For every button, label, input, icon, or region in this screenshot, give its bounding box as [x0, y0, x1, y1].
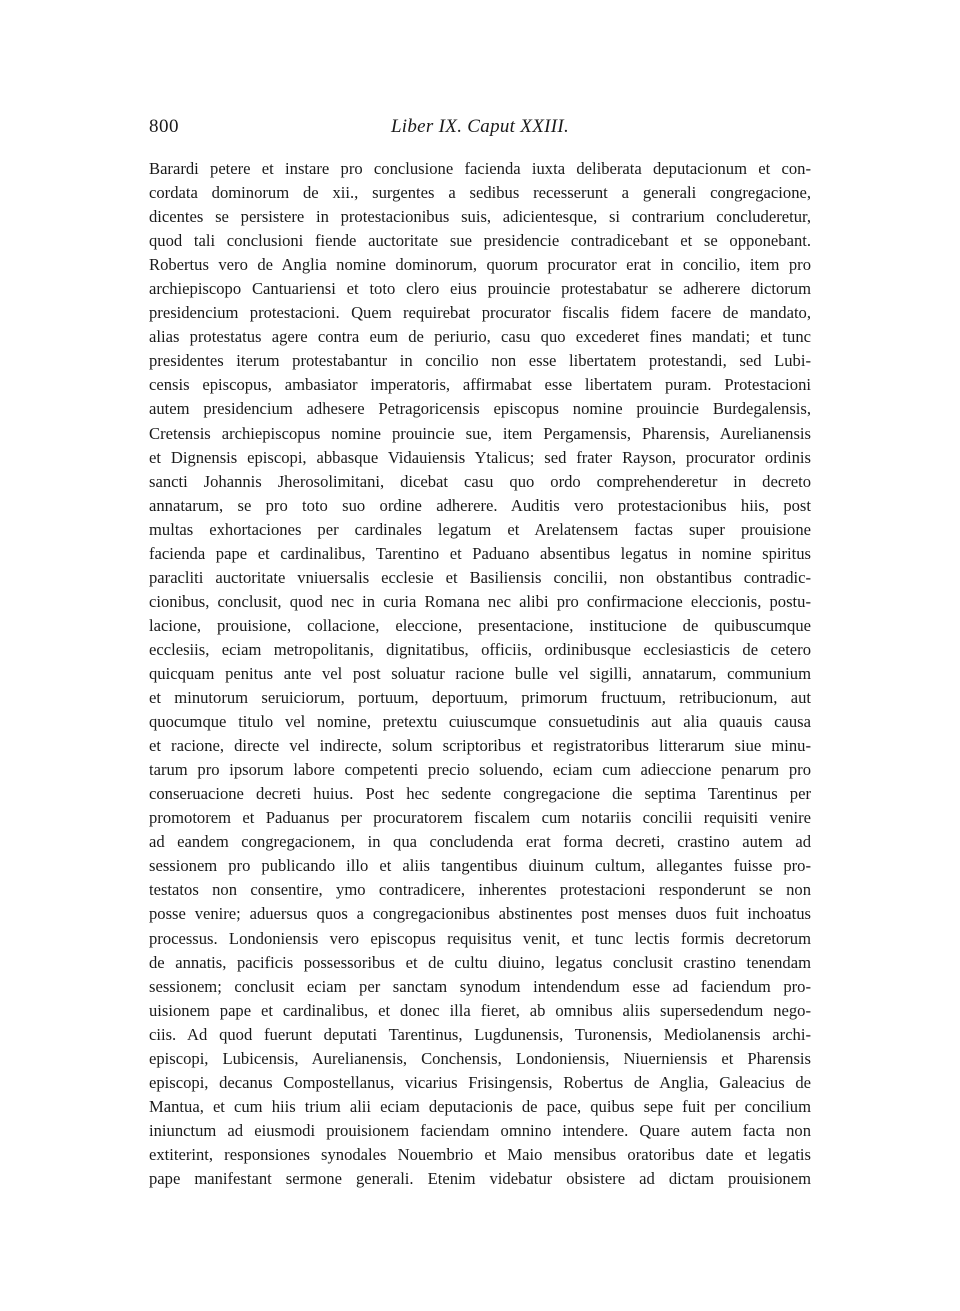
text-line: testatos non consentire, ymo contradicere, inherentes protestacioni responderunt se non	[149, 880, 811, 900]
text-line: sessionem pro publicando illo et aliis tangentibus diuinum cultum, allegantes fuisse pro-	[149, 856, 811, 876]
text-line: et racione, directe vel indirecte, solum scriptoribus et registratoribus litterarum siue minu-	[149, 736, 811, 756]
text-line: Mantua, et cum hiis trium alii eciam deputacionis de pace, quibus sepe fuit per concilium	[149, 1096, 811, 1116]
text-line: facienda pape et cardinalibus, Tarentino et Paduano absentibus legatus in nomine spiritus	[149, 543, 811, 563]
text-line: et Dignensis episcopi, abbasque Vidauiensis Ytalicus; sed frater Rayson, procurator ordinis	[149, 447, 811, 467]
text-line: alias protestatus agere contra eum de periurio, casu quo excederet fines mandati; et tunc	[149, 327, 811, 347]
text-line: quod tali conclusioni fiende auctoritate sue presidencie contradicebant et se opponebant.	[149, 231, 811, 251]
text-line: iniunctum ad eiusmodi prouisionem faciendam omnino intendere. Quare autem facta non	[149, 1120, 811, 1140]
text-line: Robertus vero de Anglia nomine dominorum, quorum procurator erat in concilio, item pro	[149, 255, 811, 275]
text-line: Barardi petere et instare pro conclusione facienda iuxta deliberata deputacionum et con-	[149, 159, 811, 178]
text-line: sessionem; conclusit eciam per sanctam synodum intendendum esse ad faciendum pro-	[149, 976, 811, 996]
text-line: multas exhortaciones per cardinales legatum et Arelatensem factas super prouisione	[149, 519, 811, 539]
text-line: ciis. Ad quod fuerunt deputati Tarentinus, Lugdunensis, Turonensis, Mediolanensis archi-	[149, 1024, 811, 1044]
text-line: cordata dominorum de xii., surgentes a sedibus recesserunt a generali congregacione,	[149, 183, 811, 203]
text-line: tarum pro ipsorum labore competenti precio soluendo, eciam cum adieccione penarum pro	[149, 760, 811, 780]
text-line: presidencium protestacioni. Quem requirebat procurator fiscalis fidem facere de mandato,	[149, 303, 811, 323]
text-line: promotorem et Paduanus per procuratorem fiscalem cum notariis concilii requisiti venire	[149, 808, 811, 828]
text-line: posse venire; aduersus quos a congregacionibus abstinentes post menses duos fuit inchoatus	[149, 904, 811, 924]
text-line: quocumque titulo vel nomine, pretextu cuiuscumque consuetudinis aut alia quauis causa	[149, 712, 811, 732]
text-line: dicentes se persistere in protestacionibus suis, adicientesque, si contrarium concluderetur,	[149, 207, 811, 227]
text-line: annatarum, se pro toto suo ordine adherere. Auditis vero protestacionibus hiis, post	[149, 495, 811, 515]
page-number: 800	[149, 116, 179, 137]
text-line: quicquam penitus ante vel post soluatur racione bulle vel sigilli, annatarum, communium	[149, 663, 811, 683]
text-line: ad eandem congregacionem, in qua concludenda erat forma decreti, crastino autem ad	[149, 832, 811, 852]
running-head	[149, 116, 811, 146]
text-line: et minutorum seruiciorum, portuum, deportuum, primorum fructuum, retribucionum, aut	[149, 688, 811, 708]
text-line: uisionem pape et cardinalibus, et donec illa fieret, ab omnibus aliis supersedendum nego-	[149, 1000, 811, 1020]
text-line: autem presidencium adhesere Petragoricensis episcopus nomine prouincie Burdegalensis,	[149, 399, 811, 419]
text-line: de annatis, pacificis possessoribus et de cultu diuino, legatus conclusit crastino tenendam	[149, 952, 811, 972]
text-line: presidentes iterum protestabantur in concilio non esse libertatem protestandi, sed Lubi-	[149, 351, 811, 371]
text-line: pape manifestant sermone generali. Etenim videbatur obsistere ad dictam prouisionem	[149, 1168, 811, 1188]
body-text	[149, 157, 811, 1191]
text-line: extiterint, responsiones synodales Nouembrio et Maio mensibus oratoribus date et legatis	[149, 1144, 811, 1164]
text-line: episcopi, decanus Compostellanus, vicarius Frisingensis, Robertus de Anglia, Galeacius de	[149, 1072, 811, 1092]
book-page	[149, 116, 811, 1188]
text-line: sancti Johannis Jherosolimitani, dicebat casu quo ordo comprehenderetur in decreto	[149, 471, 811, 491]
text-line: cionibus, conclusit, quod nec in curia Romana nec alibi pro confirmacione eleccionis, postu-	[149, 591, 811, 611]
text-line: censis episcopus, ambasiator imperatoris, affirmabat esse libertatem puram. Protestacioni	[149, 375, 811, 395]
text-line: episcopi, Lubicensis, Aurelianensis, Conchensis, Londoniensis, Niuerniensis et Pharensis	[149, 1048, 811, 1068]
text-line: conseruacione decreti huius. Post hec sedente congregacione die septima Tarentinus per	[149, 784, 811, 804]
text-line: archiepiscopo Cantuariensi et toto clero eius prouincie protestabatur se adherere dictorum	[149, 279, 811, 299]
running-title: Liber IX. Caput XXIII.	[390, 116, 570, 137]
text-line: Cretensis archiepiscopus nomine prouincie sue, item Pergamensis, Pharensis, Aurelianensis	[149, 423, 811, 443]
text-line: processus. Londoniensis vero episcopus requisitus venit, et tunc lectis formis decretorum	[149, 928, 811, 948]
text-line: ecclesiis, eciam metropolitanis, dignitatibus, officiis, ordinibusque ecclesiasticis de cetero	[149, 639, 811, 659]
text-line: paracliti auctoritate vniuersalis ecclesie et Basiliensis concilii, non obstantibus contradic-	[149, 567, 811, 587]
text-line: lacione, prouisione, collacione, eleccione, presentacione, institucione de quibuscumque	[149, 615, 811, 635]
